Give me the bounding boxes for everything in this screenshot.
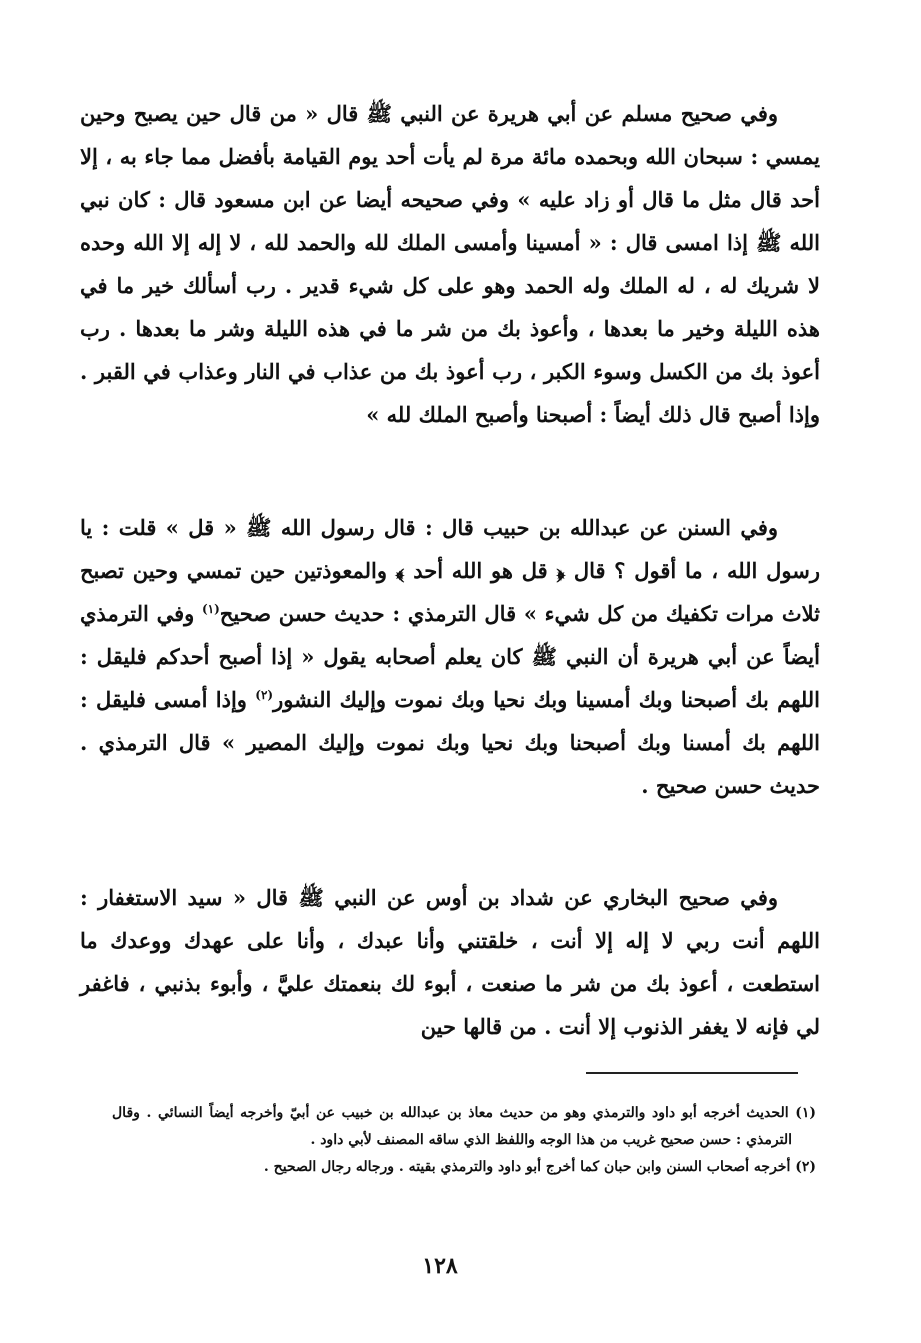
footnote-divider xyxy=(586,1072,798,1074)
footnote-ref-1: (١) xyxy=(201,602,220,616)
body-paragraph-2 xyxy=(80,506,820,807)
paragraph-text: وفي صحيح مسلم عن أبي هريرة عن النبي ﷺ قال « من قال حين يصبح وحين يمسي : سبحان الله وبحمده مائة مرة لم يأت أحد يوم القيامة بأفضل مما جاء به ، إلا أحد قال مثل ما قال أو زاد عليه » وفي صحيحه أيضا عن ابن مسعود قال : كان نبي الله ﷺ إذا امسى قال : « أمسينا وأمسى الملك لله والحمد لله ، لا إله إلا الله وحده لا شريك له ، له الملك وله الحمد وهو على كل شيء قدير . رب أسألك خير ما في هذه الليلة وخير ما بعدها ، وأعوذ بك من شر ما في هذه الليلة وشر ما بعدها . رب أعوذ بك من الكسل وسوء الكبر ، رب أعوذ بك من عذاب في النار وعذاب في القبر . وإذا أصبح قال ذلك أيضاً : أصبحنا وأصبح الملك لله » xyxy=(80,101,820,427)
paragraph-segment: وفي السنن عن عبدالله بن حبيب قال : قال رسول الله ﷺ « قل » قلت : يا رسول الله ، ما أقول ؟ قال ﴿ قل هو الله أحد ﴾ والمعوذتين حين تمسي وحين تصبح ثلاث مرات تكفيك من كل شيء » قال الترمذي : حديث حسن صحيح xyxy=(80,515,820,626)
body-paragraph-1 xyxy=(80,92,820,436)
body-paragraph-3 xyxy=(80,876,820,1048)
page-number: ١٢٨ xyxy=(422,1253,458,1279)
paragraph-text: وفي صحيح البخاري عن شداد بن أوس عن النبي ﷺ قال « سيد الاستغفار : اللهم أنت ربي لا إله إلا أنت ، خلقتني وأنا عبدك ، وأنا على عهدك ووعدك ما استطعت ، أعوذ بك من شر ما صنعت ، أبوء لك بنعمتك عليَّ ، وأبوء بذنبي ، فاغفر لي فإنه لا يغفر الذنوب إلا أنت . من قالها حين xyxy=(80,885,820,1039)
paragraph-segment: وفي الترمذي أيضاً عن أبي هريرة أن النبي ﷺ كان يعلم أصحابه يقول « إذا أصبح أحدكم فليقل : اللهم بك أصبحنا وبك أمسينا وبك نحيا وبك نموت وإليك النشور xyxy=(80,601,821,712)
footnotes-section xyxy=(112,1100,816,1181)
footnote-2: (٢) أخرجه أصحاب السنن وابن حبان كما أخرج أبو داود والترمذي بقيته . ورجاله رجال الصحيح . xyxy=(263,1159,816,1175)
paragraph-text xyxy=(80,506,820,807)
footnote-ref-2: (٢) xyxy=(255,688,274,702)
footnote-1: (١) الحديث أخرجه أبو داود والترمذي وهو من حديث معاذ بن عبدالله بن خبيب عن أبيّ وأخرجه أيضاً النسائي . وقال الترمذي : حسن صحيح غريب من هذا الوجه واللفظ الذي ساقه المصنف لأبي داود . xyxy=(112,1105,816,1148)
paragraph-segment: وإذا أمسى فليقل : اللهم بك أمسنا وبك أصبحنا وبك نحيا وبك نموت وإليك المصير » قال الترمذي . حديث حسن صحيح . xyxy=(80,687,820,798)
